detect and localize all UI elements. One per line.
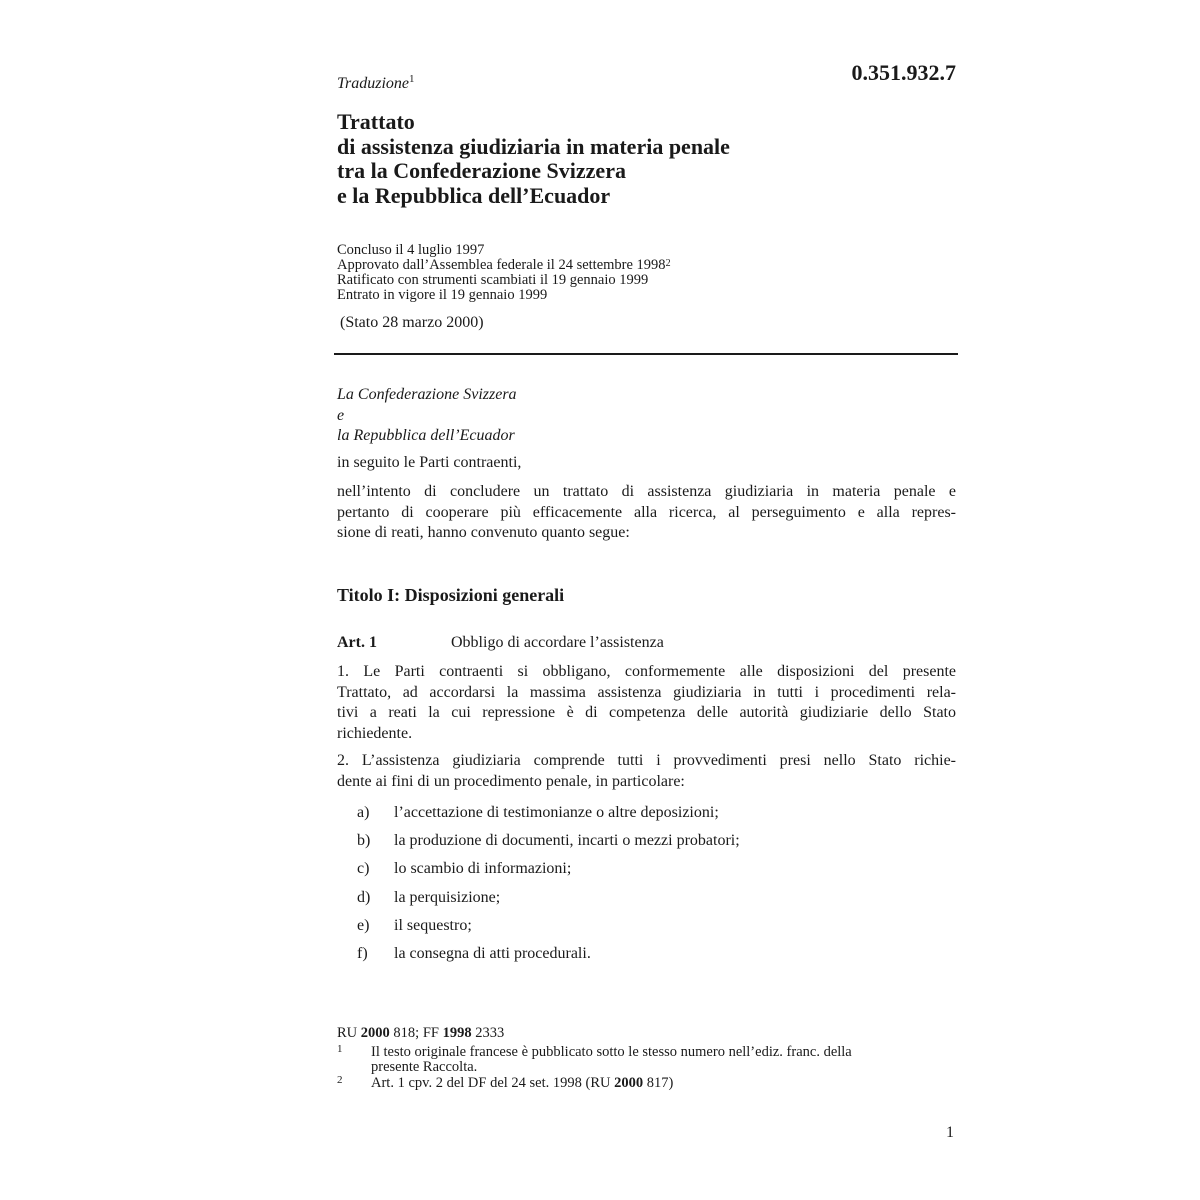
footnote-ref-1[interactable]: 1 — [409, 73, 415, 85]
list-item-label: b) — [357, 832, 371, 850]
ff-year: 1998 — [442, 1025, 472, 1041]
preamble-intent — [337, 482, 956, 544]
footnote-ref-2[interactable]: 2 — [665, 258, 671, 269]
ff-page: 2333 — [475, 1025, 505, 1041]
paragraph-line: Trattato, ad accordarsi la massima assistenza giudiziaria in tutti i procedimenti rela- — [337, 683, 956, 701]
intent-line: nell’intento di concludere un trattato di assistenza giudiziaria in materia penale e — [337, 483, 956, 500]
assistance-measures-list — [357, 799, 740, 968]
list-item-text: l’accettazione di testimonianze o altre deposizioni; — [394, 804, 719, 821]
list-item-text: la consegna di atti procedurali. — [394, 945, 591, 963]
page-number: 1 — [946, 1124, 954, 1141]
list-item-text: lo scambio di informazioni; — [394, 860, 572, 878]
paragraph-line: tivi a reati la cui repressione è di competenza delle autorità giudiziarie dello Stato — [337, 704, 956, 721]
article-paragraph-2 — [337, 751, 956, 792]
translation-label — [337, 75, 415, 93]
official-collection-reference — [337, 1026, 957, 1042]
footnote-2-prefix: Art. 1 cpv. 2 del DF del 24 set. 1998 (RU — [371, 1074, 611, 1091]
list-item — [357, 827, 740, 855]
title-line: tra la Confederazione Svizzera — [337, 158, 626, 183]
title-line: Trattato — [337, 109, 415, 134]
date-ratified: Ratificato con strumenti scambiati il 19 gennaio 1999 — [337, 272, 649, 288]
article-heading — [337, 634, 664, 652]
article-paragraph-1 — [337, 662, 956, 744]
intent-line: pertanto di cooperare più efficacemente alla ricerca, al perseguimento e alla repres- — [337, 503, 956, 521]
footnotes — [337, 1026, 957, 1091]
footnote-2-year: 2000 — [614, 1074, 644, 1091]
title-line: di assistenza giudiziaria in materia penale — [337, 133, 730, 159]
treaty-dates — [337, 243, 937, 303]
title-line: e la Repubblica dell’Ecuador — [337, 182, 611, 208]
document-title — [337, 110, 937, 208]
list-item-label: d) — [357, 888, 371, 906]
party-ecuador: la Repubblica dell’Ecuador — [337, 427, 515, 444]
footnote-number: 2 — [337, 1073, 343, 1086]
date-approved — [337, 258, 937, 273]
article-title: Obbligo di accordare l’assistenza — [451, 634, 664, 651]
footnote-1 — [337, 1042, 957, 1076]
ru-page: 818; — [393, 1025, 420, 1041]
paragraph-line: 1. Le Parti contraenti si obbligano, conformemente alle disposizioni del presente — [337, 663, 956, 680]
ru-prefix: RU — [337, 1025, 358, 1041]
parties-intro-text: in seguito le Parti contraenti, — [337, 454, 522, 471]
section-heading: Titolo I: Disposizioni generali — [337, 585, 565, 605]
paragraph-line: richiedente. — [337, 724, 413, 742]
list-item-label: c) — [357, 860, 370, 878]
list-item — [357, 940, 740, 968]
paragraph-line: 2. L’assistenza giudiziaria comprende tutti i provvedimenti presi nello Stato richie- — [337, 752, 956, 769]
paragraph-line: dente ai fini di un procedimento penale, in particolare: — [337, 772, 685, 790]
footnote-2 — [337, 1073, 957, 1092]
article-number: Art. 1 — [337, 634, 377, 651]
list-item-label: a) — [357, 804, 370, 821]
date-approved-text: Approvato dall’Assemblea federale il 24 settembre 1998 — [337, 257, 666, 273]
list-item-text: il sequestro; — [394, 916, 472, 934]
list-item-text: la perquisizione; — [394, 888, 501, 906]
list-item-text: la produzione di documenti, incarti o mezzi probatori; — [394, 832, 740, 850]
list-item-label: f) — [357, 945, 368, 963]
date-in-force: Entrato in vigore il 19 gennaio 1999 — [337, 287, 548, 303]
list-item — [357, 855, 740, 883]
date-concluded: Concluso il 4 luglio 1997 — [337, 242, 485, 258]
footnote-2-suffix: 817) — [646, 1074, 674, 1091]
party-conjunction: e — [337, 406, 345, 424]
parties-intro — [337, 453, 956, 474]
footnote-line: Il testo originale francese è pubblicato sotto le stesso numero nell’ediz. franc. della — [371, 1043, 852, 1060]
preamble-parties — [337, 385, 517, 447]
list-item — [357, 799, 740, 827]
sr-number: 0.351.932.7 — [851, 60, 956, 85]
intent-line: sione di reati, hanno convenuto quanto segue: — [337, 524, 630, 541]
status-date: (Stato 28 marzo 2000) — [340, 314, 484, 331]
list-item — [357, 884, 740, 912]
footnote-line: presente Raccolta. — [371, 1059, 478, 1075]
ru-year: 2000 — [360, 1025, 390, 1041]
translation-label-text: Traduzione — [337, 75, 410, 92]
list-item — [357, 912, 740, 940]
header-divider — [334, 353, 958, 355]
list-item-label: e) — [357, 916, 370, 934]
party-switzerland: La Confederazione Svizzera — [337, 386, 517, 403]
footnote-number: 1 — [337, 1042, 343, 1055]
ff-prefix: FF — [422, 1025, 439, 1041]
